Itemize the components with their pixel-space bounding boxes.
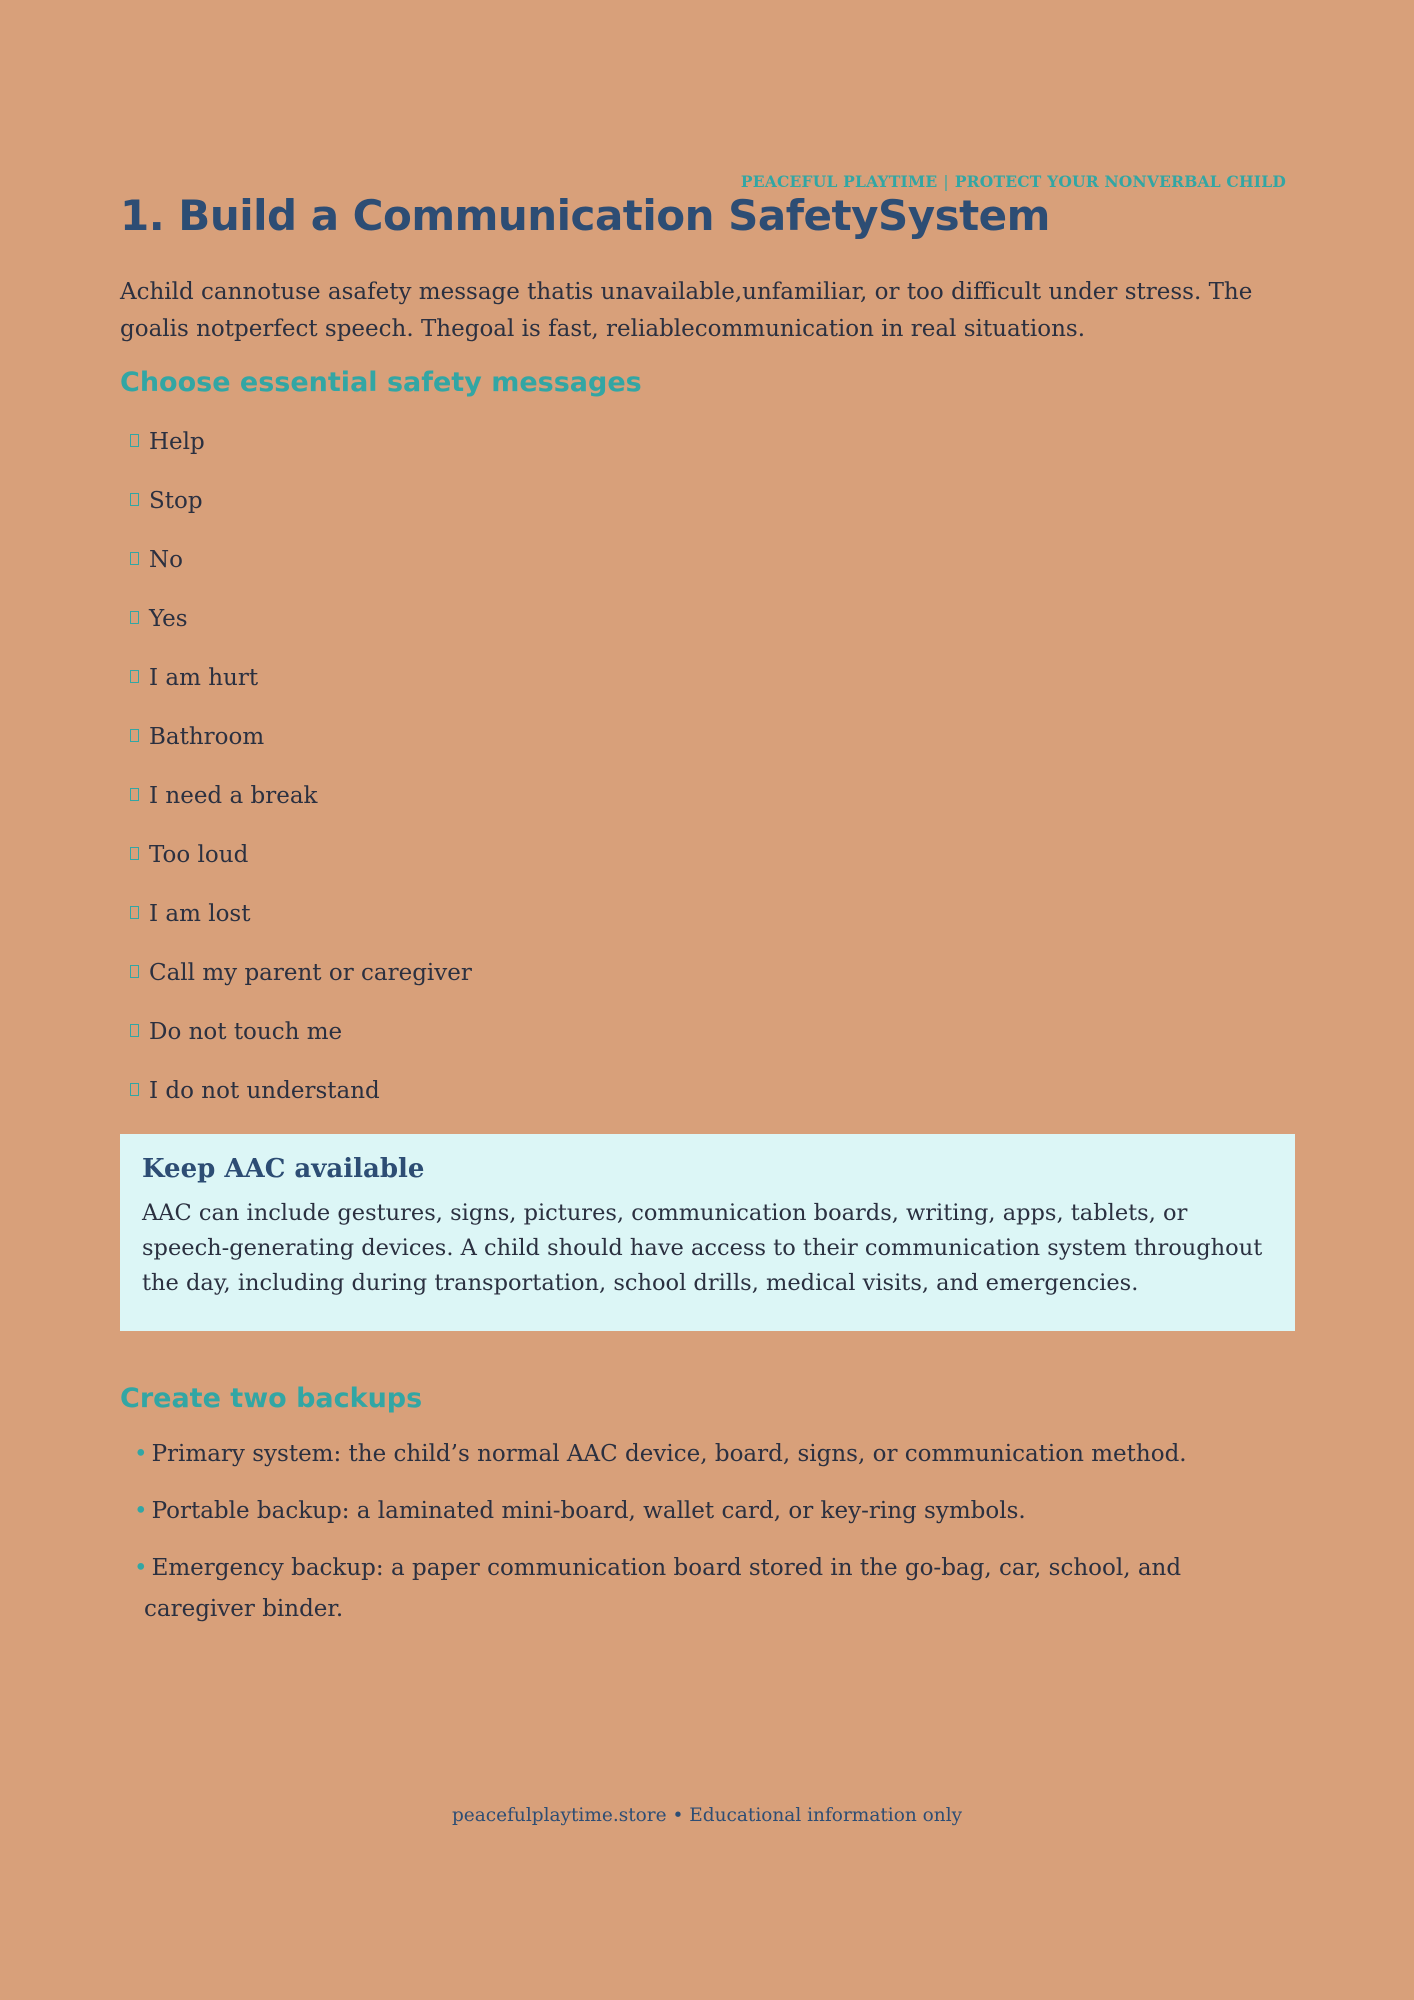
messages-heading: Choose essential safety messages <box>120 367 642 398</box>
backup-text: Portable backup: a laminated mini-board, wallet card, or key-ring symbols. <box>151 1498 1026 1524</box>
list-item <box>120 772 472 831</box>
list-item <box>120 1434 1295 1475</box>
brand-name: PEACEFUL PLAYTIME <box>740 172 938 191</box>
bullet-dot-icon: • <box>134 1441 148 1467</box>
list-item <box>120 1008 472 1067</box>
list-item <box>120 1491 1295 1532</box>
message-label: Yes <box>149 606 188 632</box>
checkbox-square-icon <box>130 611 139 624</box>
message-label: I am hurt <box>149 665 259 691</box>
bullet-dot-icon: • <box>134 1555 148 1581</box>
bullet-dot-icon: • <box>134 1498 148 1524</box>
header-tagline: PROTECT YOUR NONVERBAL CHILD <box>954 172 1286 191</box>
list-item <box>120 1548 1295 1630</box>
backups-list <box>120 1434 1295 1646</box>
safety-messages-list <box>120 418 472 1126</box>
checkbox-square-icon <box>130 906 139 919</box>
checkbox-square-icon <box>130 965 139 978</box>
list-item <box>120 713 472 772</box>
message-label: Bathroom <box>149 724 265 750</box>
checkbox-square-icon <box>130 552 139 565</box>
aac-callout-box <box>120 1134 1295 1331</box>
message-label: No <box>149 547 183 573</box>
intro-paragraph: Achild cannotuse asafety message thatis unavailable,unfamiliar, or too difficult under stress. The goalis notperfect speech. Thegoal is fast, reliablecommunication in real situations. <box>120 279 1253 342</box>
list-item <box>120 890 472 949</box>
list-item <box>120 654 472 713</box>
checkbox-square-icon <box>130 788 139 801</box>
callout-title: Keep AAC available <box>142 1154 425 1184</box>
checkbox-square-icon <box>130 670 139 683</box>
callout-body: AAC can include gestures, signs, pictures, communication boards, writing, apps, tablets, or speech-generating devices. A child should have access to their communication system throughout the day, including during transportation, school drills, medical visits, and emergencies. <box>142 1200 1263 1296</box>
list-item <box>120 595 472 654</box>
running-header <box>741 172 1286 191</box>
list-item <box>120 1067 472 1126</box>
backup-text: Emergency backup: a paper communication board stored in the go-bag, car, school, and caregiver binder. <box>144 1555 1182 1622</box>
backup-text: Primary system: the child’s normal AAC device, board, signs, or communication method. <box>151 1441 1187 1467</box>
list-item <box>120 536 472 595</box>
message-label: Do not touch me <box>149 1019 343 1045</box>
message-label: Stop <box>149 488 203 514</box>
message-label: Call my parent or caregiver <box>149 960 472 986</box>
list-item <box>120 477 472 536</box>
list-item <box>120 418 472 477</box>
checkbox-square-icon <box>130 434 139 447</box>
message-label: Too loud <box>149 842 249 868</box>
checkbox-square-icon <box>130 1083 139 1096</box>
backups-heading: Create two backups <box>120 1383 423 1414</box>
section-title: 1. Build a Communication SafetySystem <box>120 191 1050 240</box>
checkbox-square-icon <box>130 1024 139 1037</box>
message-label: Help <box>149 429 205 455</box>
checkbox-square-icon <box>130 847 139 860</box>
message-label: I need a break <box>149 783 318 809</box>
list-item <box>120 831 472 890</box>
message-label: I do not understand <box>149 1078 380 1104</box>
checkbox-square-icon <box>130 729 139 742</box>
list-item <box>120 949 472 1008</box>
checkbox-square-icon <box>130 493 139 506</box>
message-label: I am lost <box>149 901 251 927</box>
header-separator: | <box>943 173 949 191</box>
page-footer: peacefulplaytime.store • Educational information only <box>451 1805 963 1826</box>
